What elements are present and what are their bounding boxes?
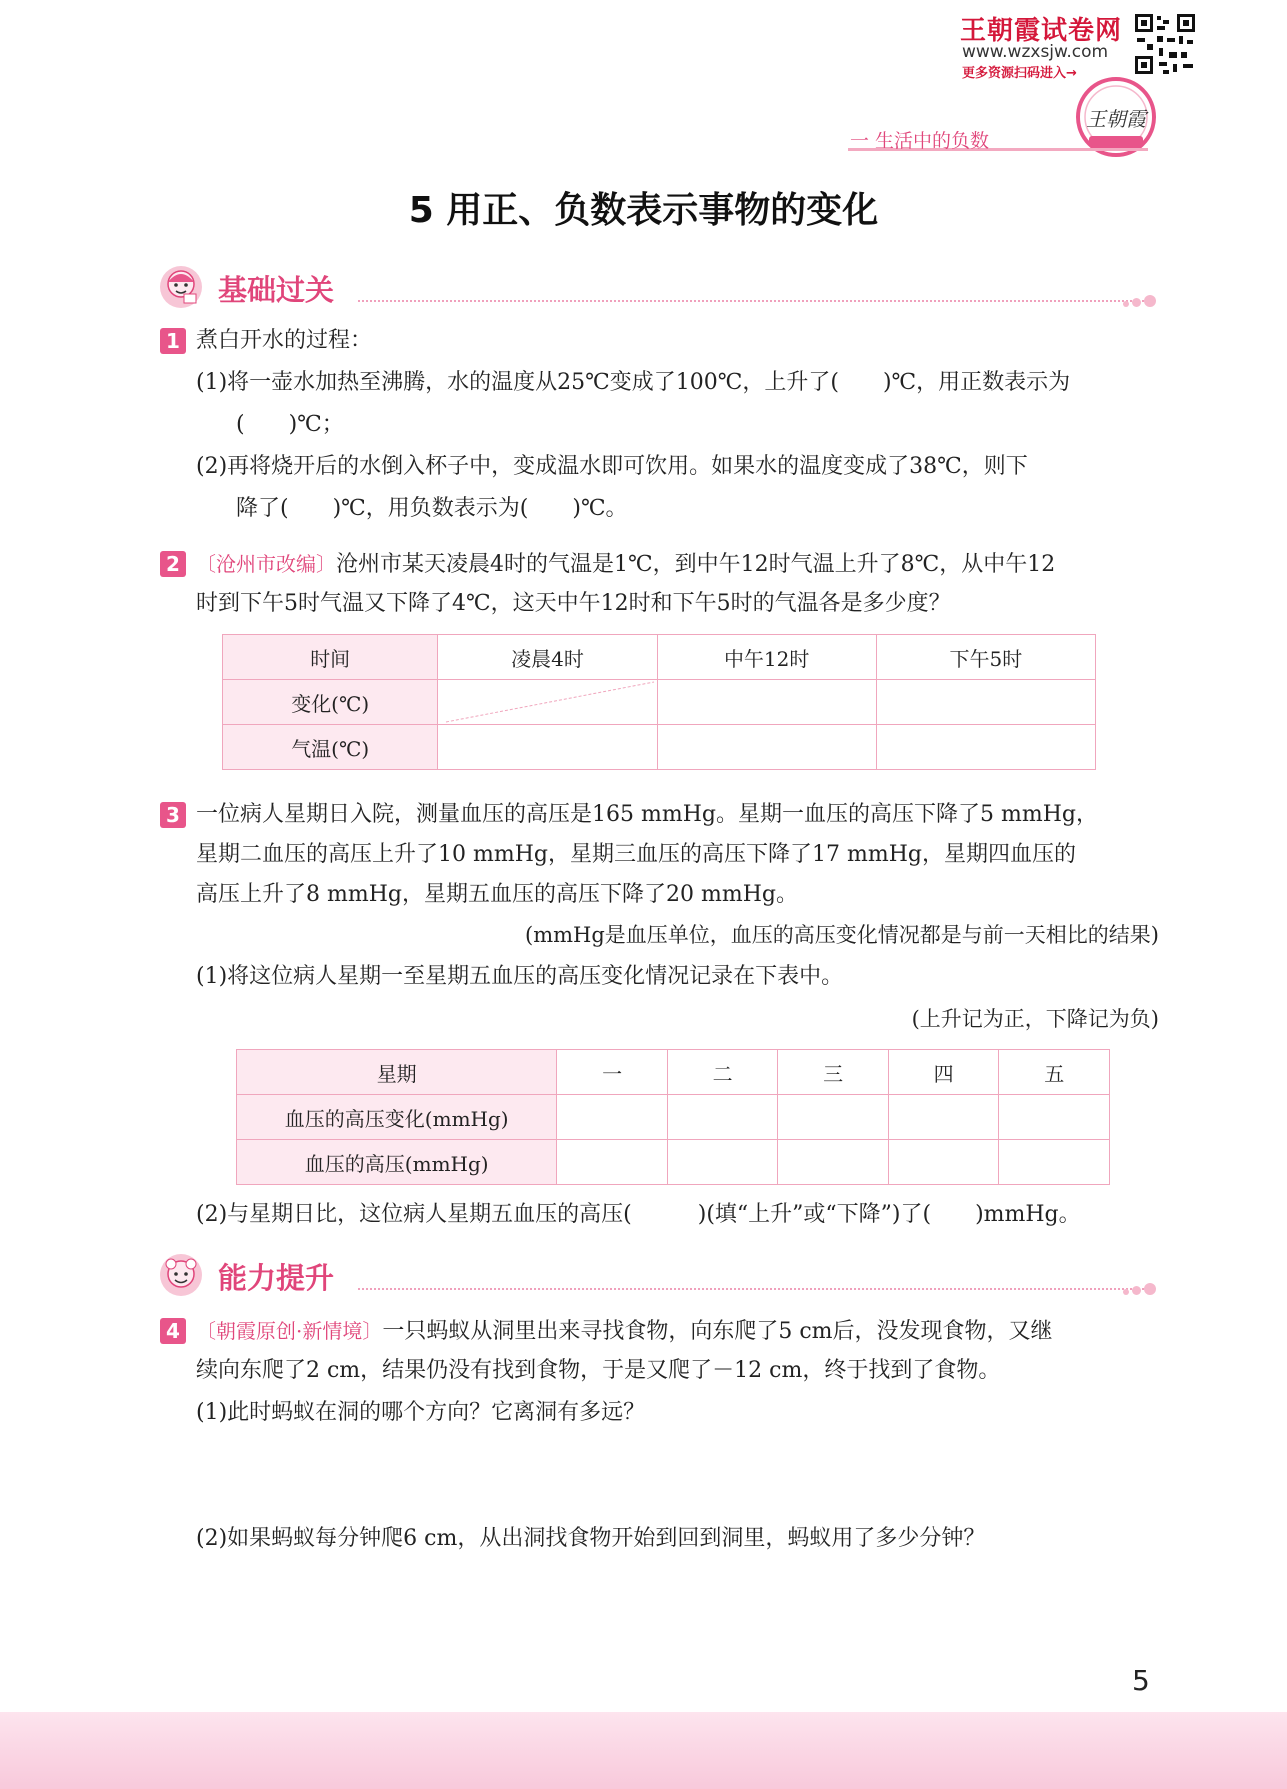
table-row	[237, 1140, 1110, 1185]
answer-cell[interactable]	[888, 1095, 999, 1140]
q3-part1: (1)将这位病人星期一至星期五血压的高压变化情况记录在下表中。	[196, 964, 844, 989]
table-header-cell: 四	[888, 1050, 999, 1095]
q3-line1: 一位病人星期日入院，测量血压的高压是165 mmHg。星期一血压的高压下降了5 mmHg，	[196, 802, 1098, 827]
table-row-label: 血压的高压变化(mmHg)	[237, 1095, 557, 1140]
q1-stem: 煮白开水的过程：	[196, 328, 373, 353]
answer-cell[interactable]	[876, 680, 1095, 725]
q4-line1: 一只蚂蚁从洞里出来寻找食物，向东爬了5 cm后，没发现食物，又继	[382, 1319, 1053, 1344]
q3-part2: (2)与星期日比，这位病人星期五血压的高压( )(填“上升”或“下降”)了( )mmHg。	[196, 1202, 1081, 1227]
table-row	[223, 725, 1096, 770]
table-header-cell: 时间	[223, 635, 438, 680]
q2-source: 〔沧州市改编〕	[196, 552, 336, 576]
table-row	[223, 635, 1096, 680]
answer-cell[interactable]	[876, 725, 1095, 770]
q4-line2: 续向东爬了2 cm，结果仍没有找到食物，于是又爬了－12 cm，终于找到了食物。	[196, 1358, 1001, 1383]
answer-cell[interactable]	[888, 1140, 999, 1185]
answer-cell[interactable]	[778, 1140, 889, 1185]
table-row	[237, 1050, 1110, 1095]
table-row-label: 变化(℃)	[223, 680, 438, 725]
cartoon-grandma-icon	[158, 1252, 204, 1298]
q4-source: 〔朝霞原创·新情境〕	[196, 1319, 383, 1343]
section-rule	[358, 1288, 1148, 1290]
page-title: 5 用正、负数表示事物的变化	[408, 190, 879, 231]
section-rule	[358, 300, 1148, 302]
answer-cell[interactable]	[999, 1140, 1110, 1185]
answer-cell[interactable]	[657, 680, 876, 725]
answer-cell[interactable]	[667, 1140, 778, 1185]
q3-sign-note: (上升记为正，下降记为负)	[911, 1007, 1159, 1031]
table-header-cell: 下午5时	[876, 635, 1095, 680]
table-header-cell: 五	[999, 1050, 1110, 1095]
q1-part1-line2: ( )℃；	[236, 412, 344, 437]
chapter-label: 一 生活中的负数	[850, 130, 990, 152]
footer-band	[0, 1712, 1287, 1789]
table-header-cell: 中午12时	[657, 635, 876, 680]
decorative-dots	[1120, 292, 1156, 311]
q4-part1: (1)此时蚂蚁在洞的哪个方向？它离洞有多远？	[196, 1400, 646, 1425]
table-row-label: 气温(℃)	[223, 725, 438, 770]
section-basic-header	[158, 262, 1148, 314]
q3-line2: 星期二血压的高压上升了10 mmHg，星期三血压的高压下降了17 mmHg，星期四血压的	[196, 842, 1076, 867]
decorative-dots	[1120, 1280, 1156, 1299]
question-1-number: 1	[160, 328, 186, 354]
answer-cell[interactable]	[667, 1095, 778, 1140]
seal-text: 王朝霞	[1086, 107, 1146, 131]
answer-cell[interactable]	[657, 725, 876, 770]
question-2-number: 2	[160, 551, 186, 577]
table-cell-diagonal	[438, 680, 657, 725]
brand-url: www.wzxsjw.com	[962, 42, 1109, 62]
page-number: 5	[1132, 1664, 1150, 1697]
brand-scan-hint: 更多资源扫码进入→	[962, 66, 1077, 81]
answer-cell[interactable]	[557, 1095, 668, 1140]
q3-unit-note: (mmHg是血压单位，血压的高压变化情况都是与前一天相比的结果)	[525, 923, 1159, 947]
answer-cell[interactable]	[557, 1140, 668, 1185]
brand-title: 王朝霞试卷网	[960, 16, 1123, 46]
section-basic-title: 基础过关	[218, 273, 335, 307]
table-header-cell: 一	[557, 1050, 668, 1095]
answer-cell[interactable]	[438, 725, 657, 770]
cartoon-girl-icon	[158, 264, 204, 310]
section-advanced-title: 能力提升	[218, 1261, 335, 1295]
table-header-cell: 凌晨4时	[438, 635, 657, 680]
q4-part2: (2)如果蚂蚁每分钟爬6 cm，从出洞找食物开始到回到洞里，蚂蚁用了多少分钟？	[196, 1526, 986, 1551]
answer-cell[interactable]	[778, 1095, 889, 1140]
table-row-label: 血压的高压(mmHg)	[237, 1140, 557, 1185]
diagonal-line	[438, 680, 656, 725]
brand-seal	[1075, 76, 1157, 158]
q3-blood-pressure-table	[236, 1049, 1110, 1185]
table-row	[237, 1095, 1110, 1140]
qr-code-icon[interactable]	[1133, 12, 1197, 76]
table-row	[223, 680, 1096, 725]
q1-part2-line1: (2)再将烧开后的水倒入杯子中，变成温水即可饮用。如果水的温度变成了38℃，则下	[196, 454, 1028, 479]
q2-temperature-table	[222, 634, 1096, 770]
question-4-number: 4	[160, 1318, 186, 1344]
table-header-cell: 二	[667, 1050, 778, 1095]
section-advanced-header	[158, 1250, 1148, 1302]
q3-line3: 高压上升了8 mmHg，星期五血压的高压下降了20 mmHg。	[196, 882, 798, 907]
q1-part2-line2: 降了( )℃，用负数表示为( )℃。	[236, 496, 628, 521]
answer-cell[interactable]	[999, 1095, 1110, 1140]
q1-part1-line1: (1)将一壶水加热至沸腾，水的温度从25℃变成了100℃，上升了( )℃，用正数表示为	[196, 370, 1071, 395]
question-3-number: 3	[160, 802, 186, 828]
q2-line2: 时到下午5时气温又下降了4℃，这天中午12时和下午5时的气温各是多少度？	[196, 591, 951, 616]
q2-line1: 沧州市某天凌晨4时的气温是1℃，到中午12时气温上升了8℃，从中午12	[336, 552, 1056, 577]
table-header-cell: 三	[778, 1050, 889, 1095]
table-header-cell: 星期	[237, 1050, 557, 1095]
